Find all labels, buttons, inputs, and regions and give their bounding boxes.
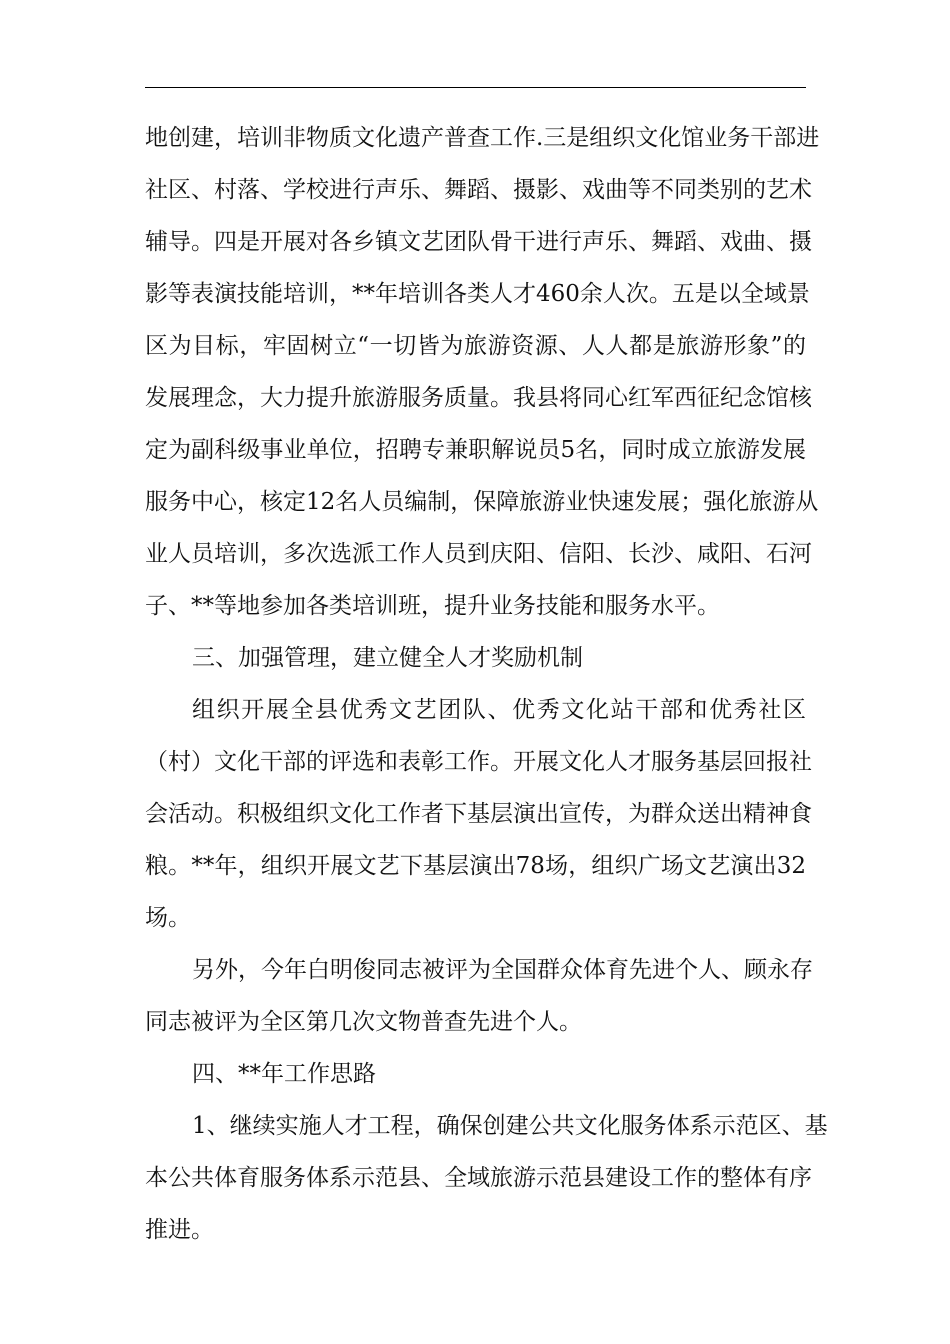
paragraph-line: 服务中心，核定12名人员编制，保障旅游业快速发展；强化旅游从 bbox=[145, 489, 819, 515]
paragraph-line: 组织开展全县优秀文艺团队、优秀文化站干部和优秀社区 bbox=[192, 697, 806, 723]
paragraph-line: 粮。**年，组织开展文艺下基层演出78场，组织广场文艺演出32 bbox=[145, 853, 806, 879]
paragraph-line: 定为副科级事业单位，招聘专兼职解说员5名，同时成立旅游发展 bbox=[145, 437, 806, 463]
paragraph-line: 场。 bbox=[145, 905, 191, 931]
paragraph-line: 辅导。四是开展对各乡镇文艺团队骨干进行声乐、舞蹈、戏曲、摄 bbox=[145, 229, 812, 255]
paragraph-line: 社区、村落、学校进行声乐、舞蹈、摄影、戏曲等不同类别的艺术 bbox=[145, 177, 812, 203]
paragraph-line: （村）文化干部的评选和表彰工作。开展文化人才服务基层回报社 bbox=[145, 749, 812, 775]
paragraph-line: 发展理念，大力提升旅游服务质量。我县将同心红军西征纪念馆核 bbox=[145, 385, 812, 411]
paragraph-line: 本公共体育服务体系示范县、全域旅游示范县建设工作的整体有序 bbox=[145, 1165, 812, 1191]
paragraph-line: 1、继续实施人才工程，确保创建公共文化服务体系示范区、基 bbox=[192, 1113, 828, 1139]
paragraph-line: 另外，今年白明俊同志被评为全国群众体育先进个人、顾永存 bbox=[192, 957, 813, 983]
header-rule bbox=[145, 87, 806, 88]
section-heading: 三、加强管理，建立健全人才奖励机制 bbox=[192, 645, 583, 671]
paragraph-line: 影等表演技能培训，**年培训各类人才460余人次。五是以全域景 bbox=[145, 281, 810, 307]
paragraph-line: 推进。 bbox=[145, 1217, 214, 1243]
paragraph-line: 地创建，培训非物质文化遗产普查工作.三是组织文化馆业务干部进 bbox=[145, 125, 820, 151]
paragraph-line: 同志被评为全区第几次文物普查先进个人。 bbox=[145, 1009, 582, 1035]
paragraph-line: 会活动。积极组织文化工作者下基层演出宣传，为群众送出精神食 bbox=[145, 801, 812, 827]
paragraph-line: 子、**等地参加各类培训班，提升业务技能和服务水平。 bbox=[145, 593, 720, 619]
paragraph-line: 业人员培训，多次选派工作人员到庆阳、信阳、长沙、咸阳、石河 bbox=[145, 541, 812, 567]
section-heading: 四、**年工作思路 bbox=[192, 1061, 376, 1087]
paragraph-line: 区为目标，牢固树立“一切皆为旅游资源、人人都是旅游形象”的 bbox=[145, 333, 806, 359]
